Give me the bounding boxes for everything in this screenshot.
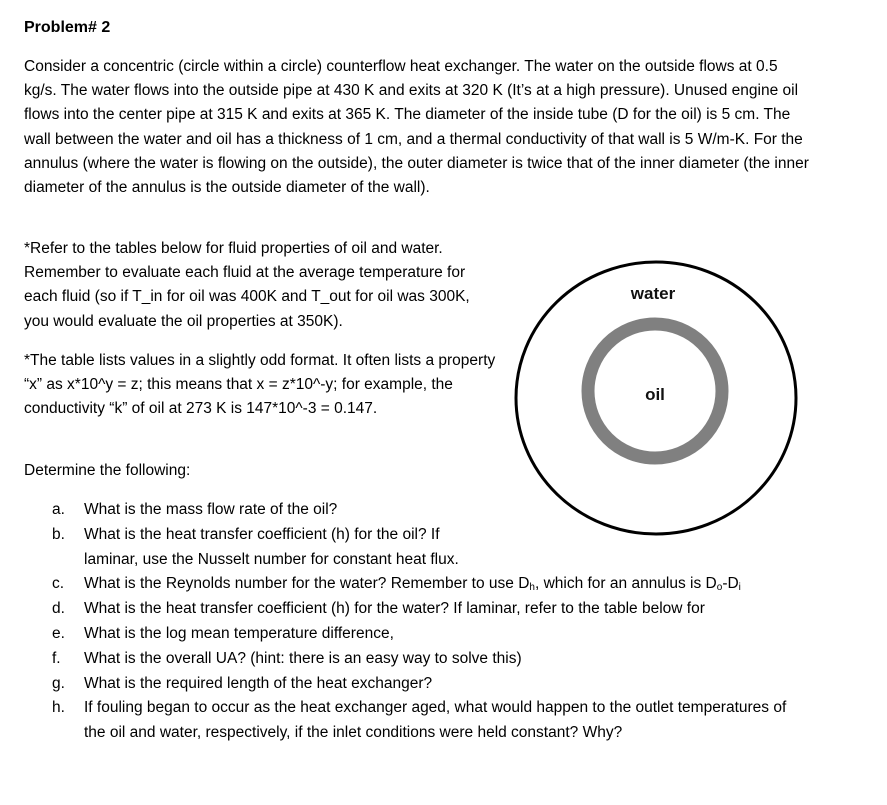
subscript-h: h bbox=[529, 582, 535, 594]
question-text-part: What is the Reynolds number for the water? Remember to use D bbox=[84, 575, 530, 593]
question-c bbox=[52, 572, 804, 597]
determine-heading: Determine the following: bbox=[24, 462, 191, 479]
note-table-format: *The table lists values in a slightly odd format. It often lists a property “x” as x*10^y = z; this means that x = z*10^-y; for example, the conductivity “k” of oil at 273 K is 147*10^-3 = 0.147. bbox=[24, 352, 496, 418]
question-text-part: -D bbox=[722, 575, 739, 593]
question-h bbox=[52, 696, 804, 746]
question-f bbox=[52, 647, 804, 672]
question-text: What is the required length of the heat exchanger? bbox=[84, 674, 433, 692]
question-letter: a. bbox=[52, 501, 65, 518]
question-letter: b. bbox=[52, 525, 65, 543]
note-fluid-properties: *Refer to the tables below for fluid properties of oil and water. Remember to evaluate each fluid at the average temperature for each fluid (so if T_in for oil was 400K and T_out for oil was 300K, you would evaluate the oil properties at 350K). bbox=[24, 240, 470, 330]
question-text: What is the heat transfer coefficient (h) for the oil? If laminar, use the Nusselt number for constant heat flux. bbox=[84, 525, 459, 568]
oil-label: oil bbox=[645, 385, 665, 404]
question-letter: d. bbox=[52, 600, 65, 618]
subscript-i: i bbox=[738, 582, 741, 594]
subscript-o: o bbox=[716, 582, 723, 594]
question-text-part: , which for an annulus is D bbox=[534, 575, 717, 593]
question-d bbox=[52, 597, 804, 622]
question-letter: c. bbox=[52, 575, 65, 593]
question-text: What is the overall UA? (hint: there is an easy way to solve this) bbox=[84, 649, 522, 667]
question-e bbox=[52, 622, 804, 647]
question-letter: e. bbox=[52, 624, 65, 642]
question-text: What is the mass flow rate of the oil? bbox=[84, 501, 338, 518]
water-label: water bbox=[630, 284, 676, 303]
heat-exchanger-diagram bbox=[514, 260, 804, 540]
question-text: What is the heat transfer coefficient (h) for the water? If laminar, refer to the table below for bbox=[84, 600, 705, 618]
question-text: What is the log mean temperature difference, bbox=[84, 624, 394, 642]
question-letter: g. bbox=[52, 674, 65, 692]
question-text: If fouling began to occur as the heat exchanger aged, what would happen to the outlet temperatures of the oil and water, respectively, if the inlet conditions were held constant? Why? bbox=[84, 699, 787, 742]
question-text bbox=[84, 572, 741, 597]
problem-title: Problem# 2 bbox=[24, 19, 111, 36]
question-g bbox=[52, 672, 804, 697]
problem-statement: Consider a concentric (circle within a circle) counterflow heat exchanger. The water on the outside flows at 0.5 kg/s. The water flows into the outside pipe at 430 K and exits at 320 K (It’s at a high pressure). Unused engine oil flows into the center pipe at 315 K and exits at 365 K. The diameter of the inside tube (D for the oil) is 5 cm. The wall between the water and oil has a thickness of 1 cm, and a thermal conductivity of that wall is 5 W/m-K. For the annulus (where the water is flowing on the outside), the outer diameter is twice that of the inner diameter (the inner diameter of the annulus is the outside diameter of the wall). bbox=[24, 58, 809, 197]
question-letter: h. bbox=[52, 699, 65, 717]
question-letter: f. bbox=[52, 649, 61, 667]
